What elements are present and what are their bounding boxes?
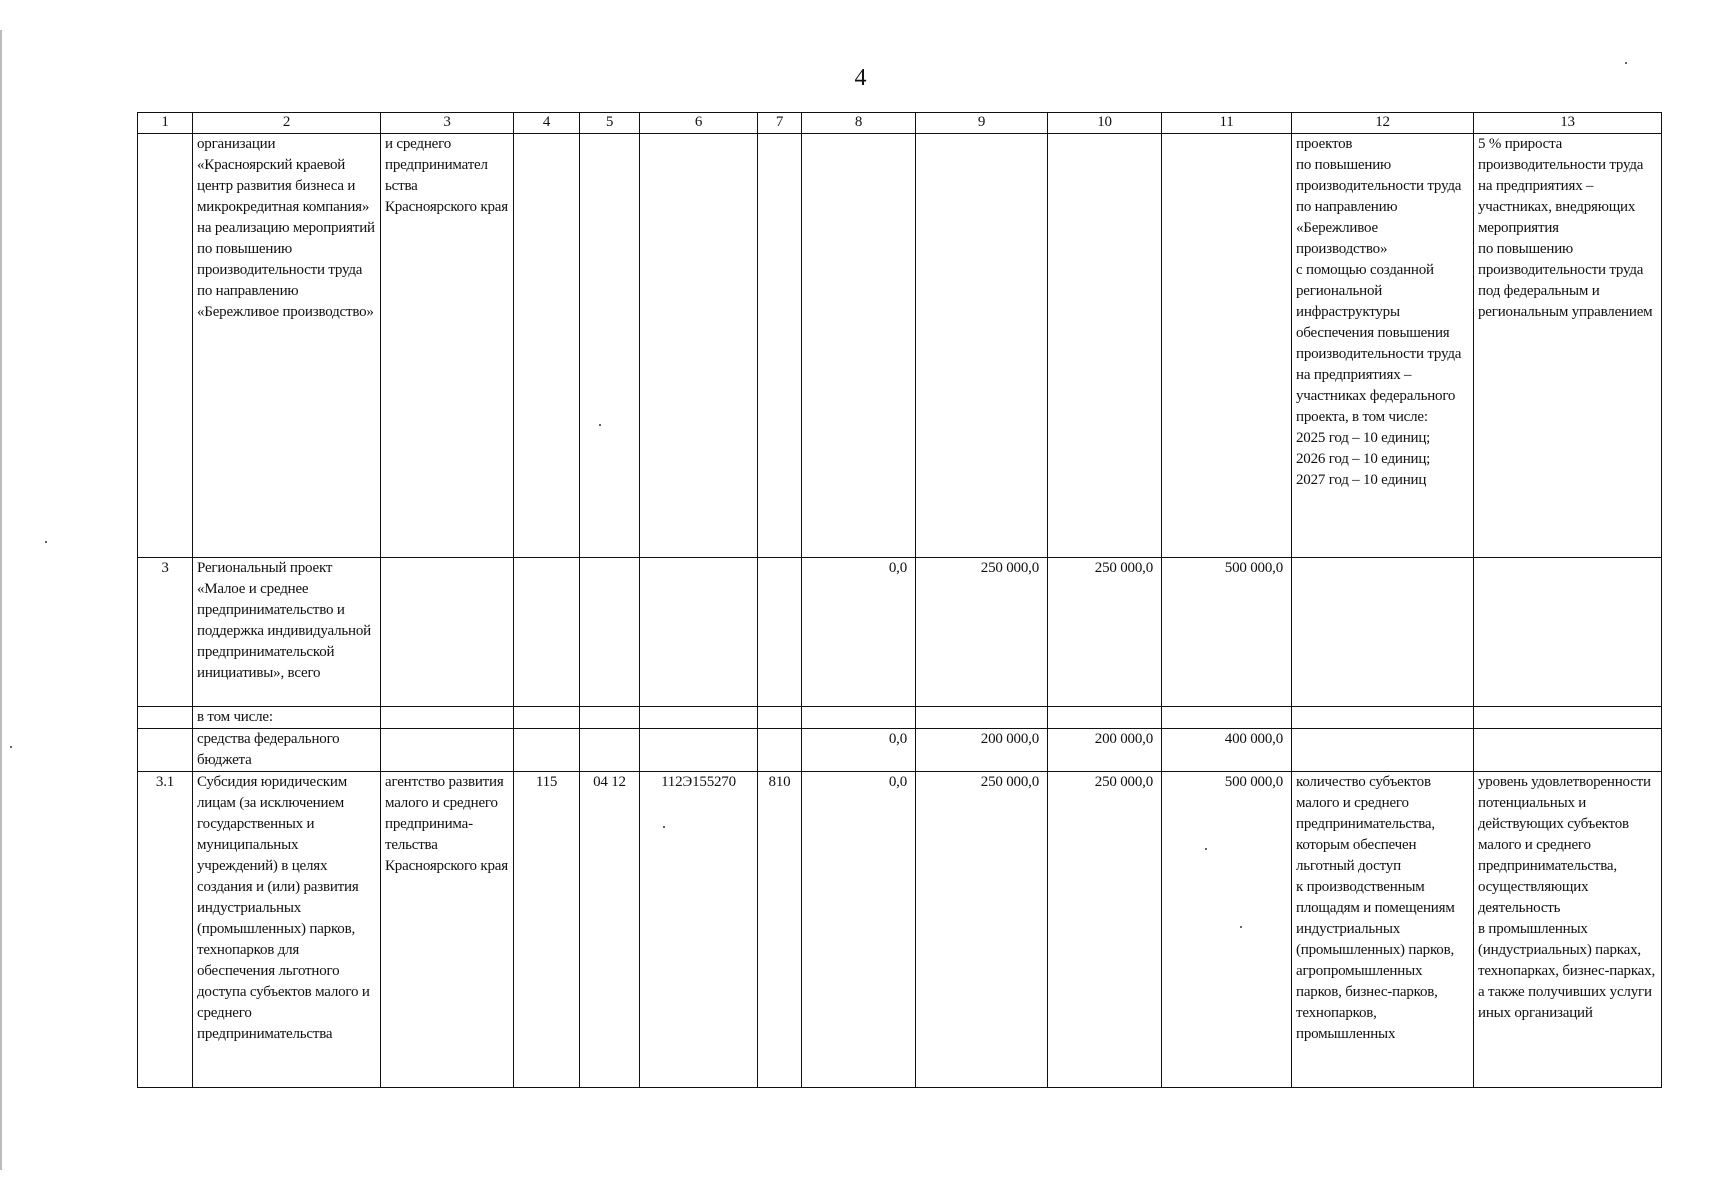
cell-year-1: 0,0 (802, 729, 916, 772)
cell-description: организации «Красноярский краевой центр развития бизнеса и микрокредитная компания» на реализацию мероприятий по повышению производительности труда по направлению «Бережливое производство» (193, 134, 381, 558)
scan-speck (599, 424, 601, 426)
col-head-13: 13 (1474, 113, 1662, 134)
col-head-4: 4 (514, 113, 580, 134)
cell-year-3: 200 000,0 (1048, 729, 1162, 772)
cell-total (1162, 707, 1292, 729)
cell-expense-type (758, 707, 802, 729)
cell-expense-type: 810 (758, 772, 802, 1088)
table-row-including (138, 707, 1662, 729)
cell-year-3 (1048, 707, 1162, 729)
cell-executor (381, 558, 514, 707)
cell-indicator: 5 % прироста производительности труда на предприятиях – участниках, внедряющих мероприятия по повышению производительности труда под федеральным и региональным управлением (1474, 134, 1662, 558)
cell-year-1 (802, 707, 916, 729)
cell-executor (381, 729, 514, 772)
cell-target-article (640, 558, 758, 707)
cell-section (580, 558, 640, 707)
scan-speck (1205, 848, 1207, 850)
cell-year-1 (802, 134, 916, 558)
cell-num (138, 134, 193, 558)
cell-expense-type (758, 558, 802, 707)
cell-section: 04 12 (580, 772, 640, 1088)
cell-year-2: 250 000,0 (916, 772, 1048, 1088)
scan-speck (1625, 62, 1627, 64)
cell-indicator (1474, 707, 1662, 729)
cell-num: 3.1 (138, 772, 193, 1088)
page-number: 4 (854, 65, 867, 91)
cell-year-2 (916, 707, 1048, 729)
column-number-row (138, 113, 1662, 134)
col-head-11: 11 (1162, 113, 1292, 134)
program-table (137, 112, 1662, 1088)
col-head-2: 2 (193, 113, 381, 134)
cell-description: в том числе: (193, 707, 381, 729)
cell-year-3: 250 000,0 (1048, 558, 1162, 707)
col-head-10: 10 (1048, 113, 1162, 134)
cell-executor (381, 707, 514, 729)
cell-year-2: 250 000,0 (916, 558, 1048, 707)
cell-year-1: 0,0 (802, 558, 916, 707)
scan-speck (10, 746, 12, 748)
cell-year-1: 0,0 (802, 772, 916, 1088)
table-row-regional-project (138, 558, 1662, 707)
cell-result (1292, 707, 1474, 729)
col-head-12: 12 (1292, 113, 1474, 134)
col-head-6: 6 (640, 113, 758, 134)
col-head-1: 1 (138, 113, 193, 134)
cell-total: 500 000,0 (1162, 772, 1292, 1088)
cell-year-3: 250 000,0 (1048, 772, 1162, 1088)
cell-result: проектов по повышению производительности труда по направлению «Бережливое производство» с помощью созданной региональной инфраструктуры обеспечения повышения производительности труда на предприятиях – участниках федерального проекта, в том числе: 2025 год – 10 единиц; 2026 год – 10 единиц; 2027 год – 10 единиц (1292, 134, 1474, 558)
col-head-7: 7 (758, 113, 802, 134)
cell-grbs (514, 729, 580, 772)
cell-description: Субсидия юридическим лицам (за исключением государственных и муниципальных учреждений) в целях создания и (или) развития индустриальных (промышленных) парков, технопарков для обеспечения льготного доступа субъектов малого и среднего предпринимательства (193, 772, 381, 1088)
scan-speck (45, 541, 47, 543)
cell-grbs (514, 707, 580, 729)
cell-expense-type (758, 729, 802, 772)
cell-section (580, 134, 640, 558)
cell-num: 3 (138, 558, 193, 707)
cell-indicator (1474, 558, 1662, 707)
cell-result (1292, 558, 1474, 707)
cell-total: 400 000,0 (1162, 729, 1292, 772)
cell-grbs (514, 558, 580, 707)
cell-grbs (514, 134, 580, 558)
cell-executor: и среднего предпринимател ьства Красноярского края (381, 134, 514, 558)
cell-year-2 (916, 134, 1048, 558)
cell-total: 500 000,0 (1162, 558, 1292, 707)
cell-target-article (640, 707, 758, 729)
cell-year-2: 200 000,0 (916, 729, 1048, 772)
cell-target-article (640, 134, 758, 558)
table-row-subsidy (138, 772, 1662, 1088)
cell-total (1162, 134, 1292, 558)
col-head-3: 3 (381, 113, 514, 134)
scan-speck (663, 826, 665, 828)
cell-result (1292, 729, 1474, 772)
cell-num (138, 707, 193, 729)
cell-section (580, 729, 640, 772)
cell-num (138, 729, 193, 772)
col-head-9: 9 (916, 113, 1048, 134)
cell-description: Региональный проект «Малое и среднее предпринимательство и поддержка индивидуальной предпринимательской инициативы», всего (193, 558, 381, 707)
cell-section (580, 707, 640, 729)
table-row-federal-budget (138, 729, 1662, 772)
col-head-8: 8 (802, 113, 916, 134)
cell-description: средства федерального бюджета (193, 729, 381, 772)
cell-indicator (1474, 729, 1662, 772)
scan-edge-mark (0, 30, 2, 1170)
cell-target-article: 112Э155270 (640, 772, 758, 1088)
cell-year-3 (1048, 134, 1162, 558)
cell-target-article (640, 729, 758, 772)
cell-expense-type (758, 134, 802, 558)
cell-grbs: 115 (514, 772, 580, 1088)
scan-speck (1240, 926, 1242, 928)
cell-indicator: уровень удовлетворенности потенциальных и действующих субъектов малого и среднего предпринимательства, осуществляющих деятельность в промышленных (индустриальных) парках, технопарках, бизнес-парках, а также получивших услуги иных организаций (1474, 772, 1662, 1088)
cell-result: количество субъектов малого и среднего предпринимательства, которым обеспечен льготный доступ к производственным площадям и помещениям индустриальных (промышленных) парков, агропромышленных парков, бизнес-парков, технопарков, промышленных (1292, 772, 1474, 1088)
col-head-5: 5 (580, 113, 640, 134)
cell-executor: агентство развития малого и среднего предпринима-тельства Красноярского края (381, 772, 514, 1088)
table-row-continuation (138, 134, 1662, 558)
